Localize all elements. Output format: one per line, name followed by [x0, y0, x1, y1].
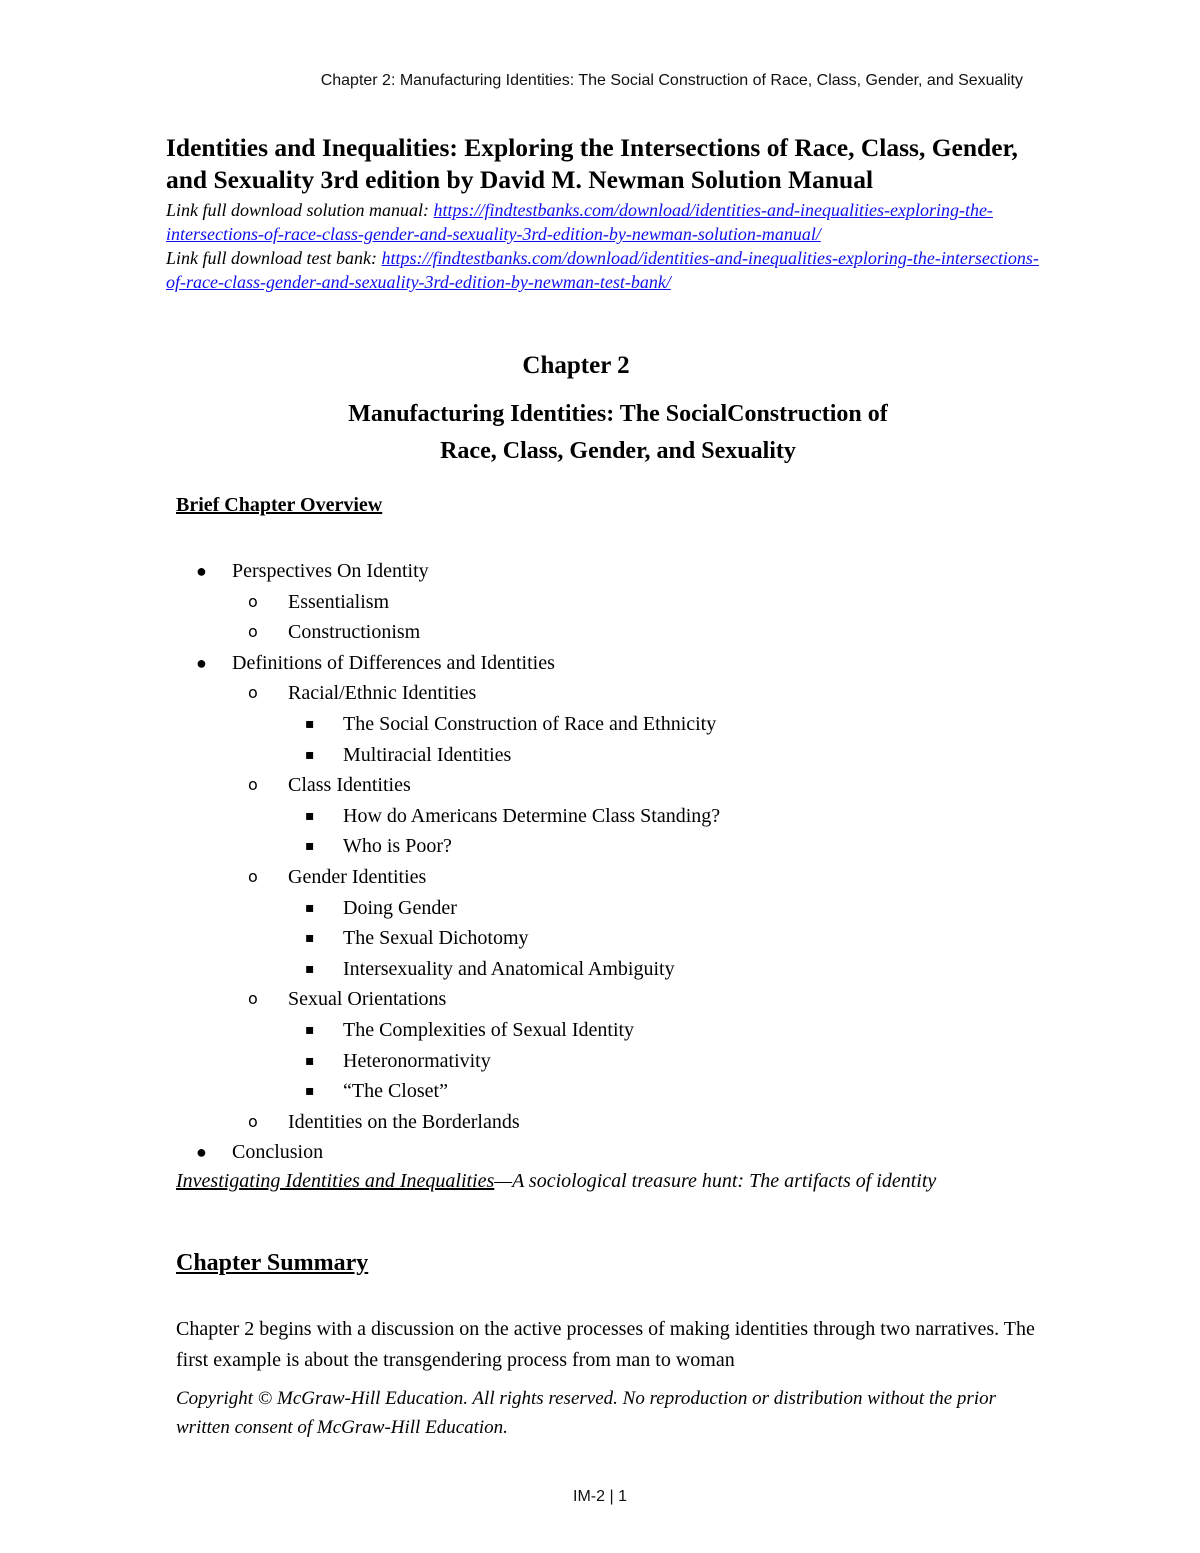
- outline-item-text: Definitions of Differences and Identities: [232, 651, 555, 674]
- outline-item-text: Doing Gender: [343, 896, 457, 919]
- solution-link-label: Link full download solution manual:: [166, 200, 434, 220]
- bullet-icon: o: [248, 591, 258, 611]
- outline-item-text: The Complexities of Sexual Identity: [343, 1019, 635, 1041]
- running-header: Chapter 2: Manufacturing Identities: The Social Construction of Race, Class, Gender, and Sexuality: [320, 72, 1023, 89]
- outline-item-text: Essentialism: [288, 590, 390, 613]
- outline-item-text: Multiracial Identities: [343, 743, 512, 766]
- bullet-icon: ●: [196, 652, 207, 673]
- outline-item-text: Racial/Ethnic Identities: [288, 682, 477, 705]
- document-title: Identities and Inequalities: Exploring the Intersections of Race, Class, Gender, and Sexuality 3rd edition by David M. Newman Solution Manual: [166, 133, 1018, 194]
- outline-item-text: Heteronormativity: [343, 1049, 491, 1072]
- bullet-icon: o: [248, 867, 258, 886]
- bullet-icon: ▪: [305, 1022, 315, 1038]
- bullet-icon: ●: [196, 561, 207, 581]
- overview-heading: Brief Chapter Overview: [176, 494, 383, 516]
- chapter-title-line-2: Race, Class, Gender, and Sexuality: [440, 438, 796, 464]
- bullet-icon: ▪: [305, 838, 315, 855]
- test-bank-link[interactable]: https://findtestbanks.com/download/identities-and-inequalities-exploring-the-intersections-of-race-class-gender-and-sexuality-3rd-edition-by-newman-test-bank/: [166, 248, 1039, 292]
- outline-item-text: Sexual Orientations: [288, 988, 447, 1011]
- investigating-note: [176, 1166, 1036, 1197]
- bullet-icon: o: [248, 775, 258, 795]
- investigating-title: Investigating Identities and Inequalities: [176, 1170, 495, 1192]
- summary-heading: Chapter Summary: [176, 1250, 369, 1276]
- outline-item-text: Conclusion: [232, 1141, 324, 1164]
- copyright-notice: Copyright © McGraw-Hill Education. All rights reserved. No reproduction or distribution without the prior written consent of McGraw-Hill Education.: [176, 1388, 996, 1438]
- page-number: IM-2 | 1: [573, 1488, 627, 1505]
- outline-item-text: Constructionism: [288, 621, 421, 644]
- solution-manual-link[interactable]: https://findtestbanks.com/download/identities-and-inequalities-exploring-the-intersections-of-race-class-gender-and-sexuality-3rd-edition-by-newman-solution-manual/: [166, 200, 993, 244]
- investigating-subtitle: —A sociological treasure hunt: The artifacts of identity: [494, 1170, 937, 1192]
- bullet-icon: o: [248, 622, 258, 642]
- outline-item-text: Identities on the Borderlands: [288, 1110, 520, 1133]
- testbank-link-label: Link full download test bank:: [166, 248, 382, 268]
- download-links: [166, 198, 1046, 294]
- bullet-icon: o: [248, 683, 258, 703]
- outline-item-text: Gender Identities: [288, 866, 427, 888]
- outline-item-text: Class Identities: [288, 774, 411, 797]
- outline-item-text: How do Americans Determine Class Standing?: [343, 804, 721, 827]
- chapter-number: Chapter 2: [522, 352, 630, 379]
- bullet-icon: ▪: [305, 746, 315, 763]
- outline-item-text: Intersexuality and Anatomical Ambiguity: [343, 957, 675, 980]
- outline-item-text: The Sexual Dichotomy: [343, 927, 529, 950]
- outline-item-text: “The Closet”: [343, 1080, 448, 1103]
- summary-paragraph: Chapter 2 begins with a discussion on the active processes of making identities through two narratives. The first example is about the transgendering process from man to woman: [176, 1318, 1035, 1371]
- bullet-icon: ▪: [305, 1052, 315, 1069]
- chapter-title: [0, 396, 1200, 470]
- bullet-icon: ▪: [305, 807, 315, 824]
- bullet-icon: ▪: [305, 716, 315, 732]
- bullet-icon: o: [248, 1111, 258, 1131]
- chapter-title-line-1: Manufacturing Identities: The SocialConstruction of: [348, 401, 888, 427]
- outline-item-text: Perspectives On Identity: [232, 560, 429, 582]
- bullet-icon: ▪: [305, 930, 315, 947]
- bullet-icon: ▪: [305, 1083, 315, 1100]
- bullet-icon: ●: [196, 1142, 207, 1163]
- outline-item-text: Who is Poor?: [343, 835, 452, 858]
- bullet-icon: o: [248, 989, 258, 1009]
- bullet-icon: ▪: [305, 960, 315, 977]
- outline-item-text: The Social Construction of Race and Ethnicity: [343, 713, 717, 735]
- bullet-icon: ▪: [305, 899, 315, 916]
